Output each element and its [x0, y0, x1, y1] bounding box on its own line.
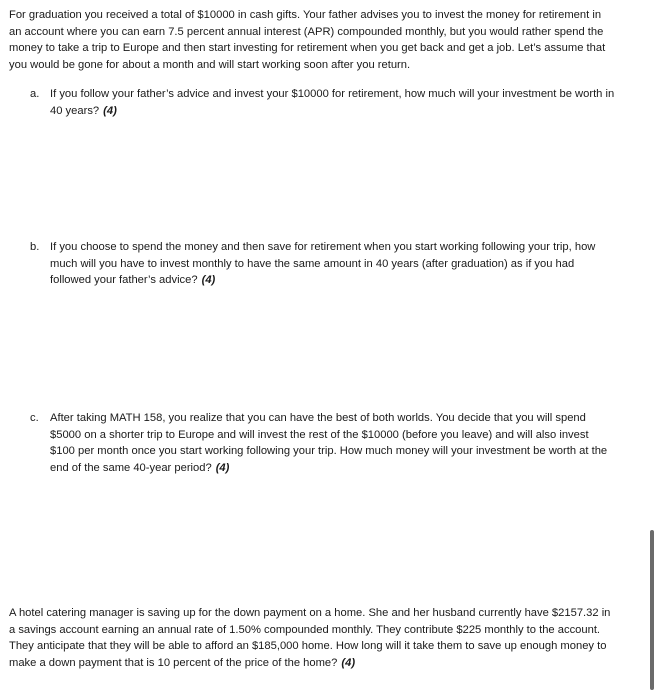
question-points: (4) — [215, 461, 230, 474]
hotel-problem — [9, 605, 614, 671]
question-letter: c. — [30, 412, 39, 424]
question-letter: b. — [30, 241, 40, 253]
hotel-problem-points: (4) — [341, 656, 356, 669]
hotel-problem-text: A hotel catering manager is saving up for the down payment on a home. She and her husband currently have $2157.32 in a savings account earning an annual rate of 1.50% compounded monthly. They contribute $225 monthly to the account. They anticipate that they will be able to afford an $185,000 home. How long will it take them to save up enough money to make a down payment that is 10 percent of the price of the home? — [9, 607, 611, 669]
question-points: (4) — [201, 274, 216, 286]
problem-intro: For graduation you received a total of $10000 in cash gifts. Your father advises you to invest the money for retirement in an account where you can earn 7.5 percent annual interest (APR) compounded monthly, but you would rather spend the money to take a trip to Europe and then start investing for retirement when you get back and get a job. Let’s assume that you would be gone for about a month and will start working soon after you return. — [9, 9, 606, 71]
vertical-scrollbar[interactable] — [650, 530, 654, 690]
question-letter: a. — [30, 88, 40, 100]
question-points: (4) — [103, 104, 117, 117]
question-text: If you choose to spend the money and then save for retirement when you start working following your trip, how much will you have to invest monthly to have the same amount in 40 years (after graduation) as if you had followed your father’s advice? — [50, 241, 596, 286]
question-text: After taking MATH 158, you realize that you can have the best of both worlds. You decide that you will spend $5000 on a shorter trip to Europe and will invest the rest of the $10000 (before you leave) and will also invest $100 per month once you start working following your trip. How much money will your investment be worth at the end of the same 40-year period? — [50, 412, 608, 474]
question-text: If you follow your father’s advice and invest your $10000 for retirement, how much will your investment be worth in 40 years? — [50, 88, 615, 117]
